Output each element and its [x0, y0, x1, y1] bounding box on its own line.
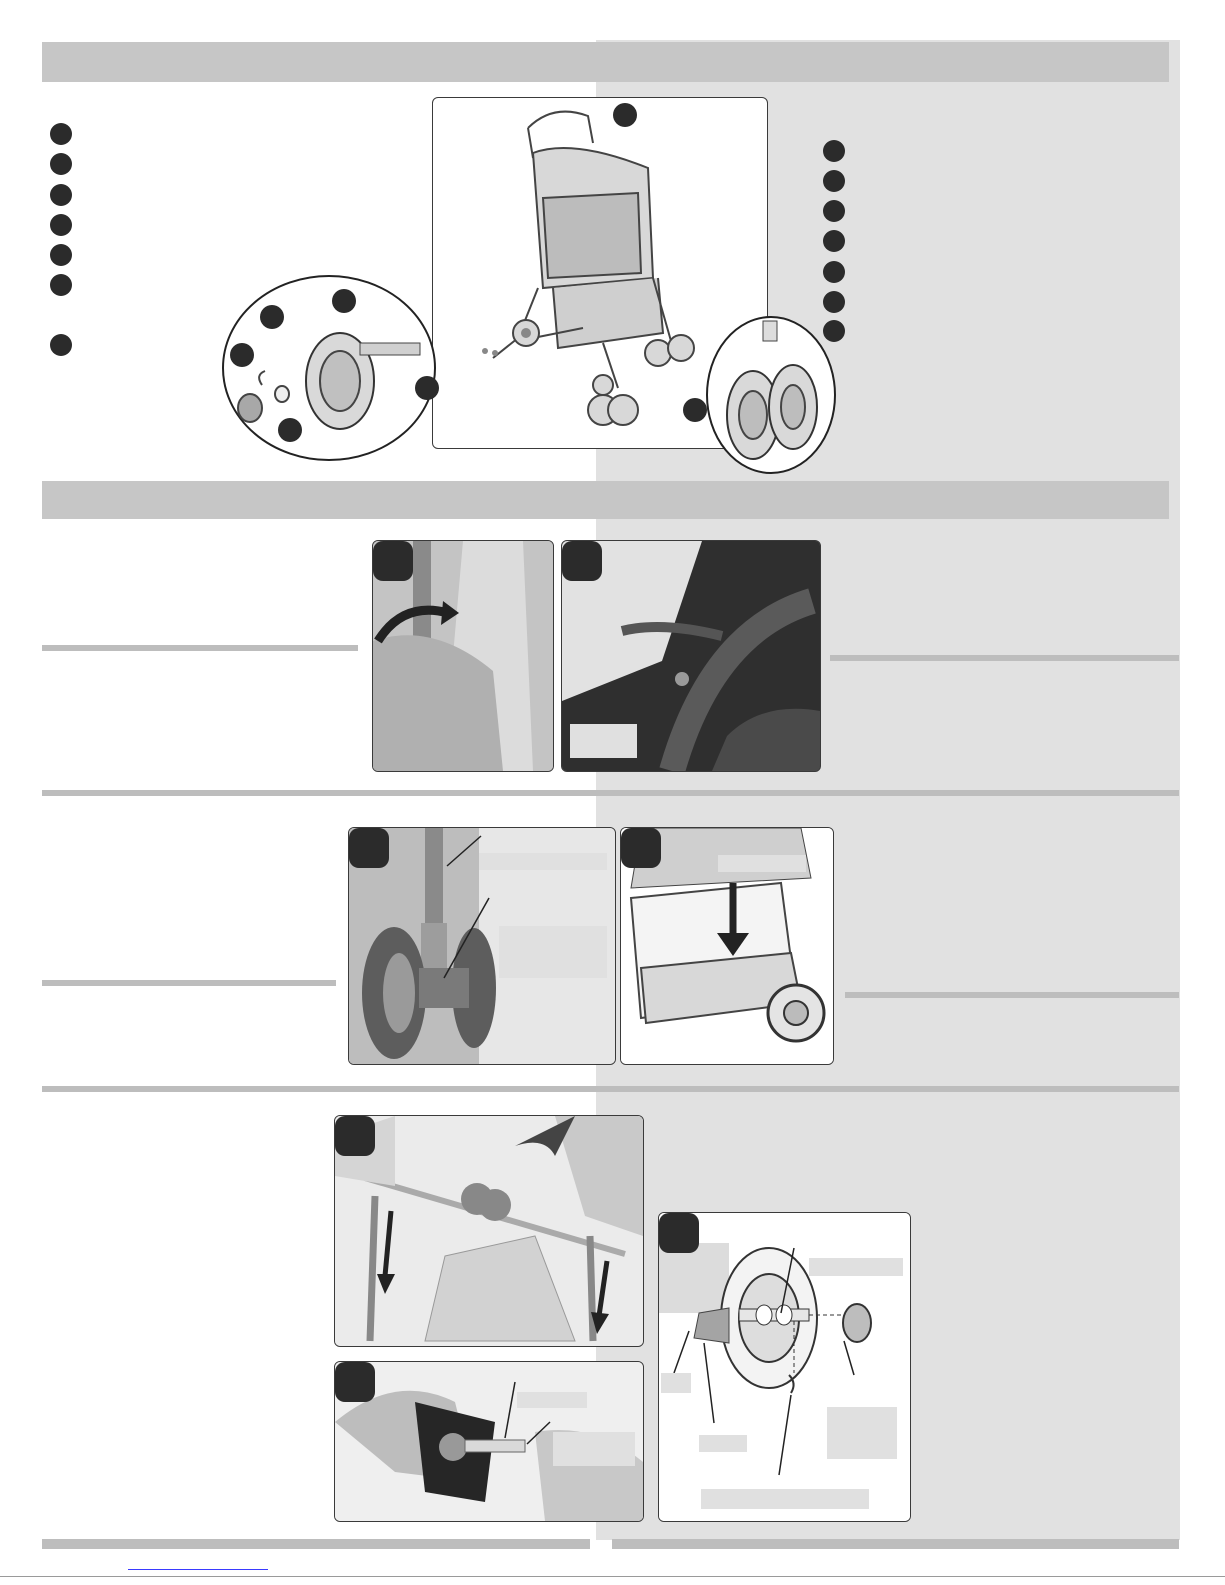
step-badge-icon: [349, 828, 389, 868]
assembly-section-header: [42, 481, 1169, 519]
text-divider: [42, 645, 358, 651]
part-marker-icon: [823, 261, 845, 283]
callout-marker-icon: [415, 376, 439, 400]
step-photo-rear-axle: [334, 1115, 644, 1347]
step-badge-icon: [335, 1116, 375, 1156]
section-divider: [42, 790, 1179, 796]
front-wheel-detail-inset: [705, 315, 837, 475]
part-marker-icon: [823, 291, 845, 313]
step-badge-icon: [335, 1362, 375, 1402]
callout-marker-icon: [683, 398, 707, 422]
part-marker-icon: [823, 140, 845, 162]
callout-label-box: [701, 1489, 869, 1509]
callout-marker-icon: [613, 103, 637, 127]
footer-divider-right: [612, 1539, 1179, 1549]
footer-link-underline[interactable]: [128, 1569, 268, 1570]
page-footer-line: [0, 1576, 1225, 1577]
rear-wheel-detail-inset: [220, 273, 438, 463]
step-badge-icon: [373, 541, 413, 581]
callout-label-box: [809, 1258, 903, 1276]
part-marker-icon: [823, 170, 845, 192]
part-marker-icon: [50, 153, 72, 175]
part-marker-icon: [823, 230, 845, 252]
wheel-exploded-diagram: [658, 1212, 911, 1522]
text-divider: [42, 980, 336, 986]
part-marker-icon: [50, 214, 72, 236]
part-marker-icon: [50, 123, 72, 145]
callout-marker-icon: [230, 343, 254, 367]
part-marker-icon: [823, 200, 845, 222]
part-marker-icon: [50, 244, 72, 266]
callout-label-box: [499, 926, 607, 978]
footer-divider-left: [42, 1539, 590, 1549]
step-photo-fold-open: [372, 540, 554, 772]
part-marker-icon: [50, 274, 72, 296]
callout-marker-icon: [278, 418, 302, 442]
step-photo-axle-cap: [334, 1361, 644, 1522]
callout-label-box: [718, 855, 806, 872]
step-badge-icon: [562, 541, 602, 581]
callout-label-box: [827, 1407, 897, 1459]
parts-section-header: [42, 42, 1169, 82]
step-photo-strap: [561, 540, 821, 772]
step-badge-icon: [659, 1213, 699, 1253]
callout-marker-icon: [332, 289, 356, 313]
callout-label-box: [661, 1373, 691, 1393]
callout-label-box: [699, 1435, 747, 1452]
part-marker-icon: [50, 184, 72, 206]
callout-label-box: [553, 1432, 635, 1466]
callout-label-box: [479, 853, 607, 870]
text-divider: [830, 655, 1179, 661]
callout-marker-icon: [260, 305, 284, 329]
step-photo-rear-wheel: [348, 827, 616, 1065]
step-badge-icon: [621, 828, 661, 868]
step-photo-basket: [620, 827, 834, 1065]
text-divider: [845, 992, 1179, 998]
section-divider: [42, 1086, 1179, 1092]
callout-label-box: [517, 1392, 587, 1408]
callout-label-box: [570, 724, 637, 758]
part-marker-icon: [50, 334, 72, 356]
